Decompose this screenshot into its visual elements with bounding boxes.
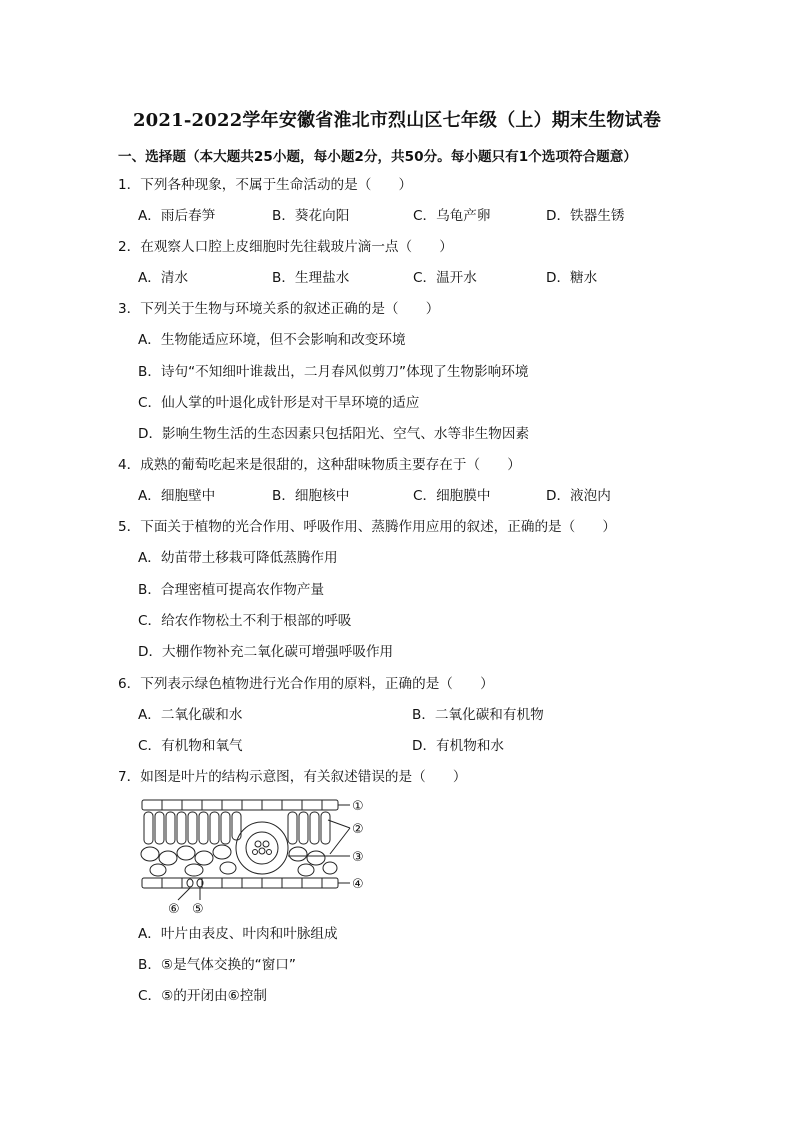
- q5-option-b: B．合理密植可提高农作物产量: [138, 582, 325, 598]
- q2-option-d: D．糖水: [546, 270, 598, 286]
- q7-option-c: C．⑤的开闭由⑥控制: [138, 988, 268, 1004]
- diagram-label-5: ⑤: [192, 902, 204, 917]
- q5-option-c: C．给农作物松土不利于根部的呼吸: [138, 613, 352, 629]
- q6-option-a: A．二氧化碳和水: [138, 707, 243, 723]
- page-title: 2021-2022学年安徽省淮北市烈山区七年级（上）期末生物试卷: [132, 110, 662, 131]
- diagram-label-3: ③: [352, 850, 364, 865]
- question-5-stem: 5．下面关于植物的光合作用、呼吸作用、蒸腾作用应用的叙述，正确的是（ ）: [118, 519, 617, 535]
- q1-option-d: D．铁器生锈: [546, 208, 625, 224]
- q6-option-d: D．有机物和水: [412, 738, 505, 754]
- q6-option-b: B．二氧化碳和有机物: [412, 707, 544, 723]
- q3-option-a: A．生物能适应环境，但不会影响和改变环境: [138, 332, 406, 348]
- question-4-stem: 4．成熟的葡萄吃起来是很甜的，这种甜味物质主要存在于（ ）: [118, 457, 521, 473]
- diagram-label-4: ④: [352, 877, 364, 892]
- q2-option-c: C．温开水: [413, 270, 477, 286]
- q4-option-a: A．细胞壁中: [138, 488, 216, 504]
- q5-option-a: A．幼苗带土移栽可降低蒸腾作用: [138, 550, 338, 566]
- section-heading: 一、选择题（本大题共25小题，每小题2分，共50分。每小题只有1个选项符合题意）: [118, 149, 637, 165]
- q5-option-d: D．大棚作物补充二氧化碳可增强呼吸作用: [138, 644, 394, 660]
- q3-option-c: C．仙人掌的叶退化成针形是对干旱环境的适应: [138, 395, 420, 411]
- q4-option-b: B．细胞核中: [272, 488, 350, 504]
- q7-option-a: A．叶片由表皮、叶肉和叶脉组成: [138, 926, 338, 942]
- q3-option-b: B．诗句“不知细叶谁裁出，二月春风似剪刀”体现了生物影响环境: [138, 364, 529, 380]
- question-2-stem: 2．在观察人口腔上皮细胞时先往载玻片滴一点（ ）: [118, 239, 453, 255]
- q4-option-d: D．液泡内: [546, 488, 611, 504]
- question-6-stem: 6．下列表示绿色植物进行光合作用的原料，正确的是（ ）: [118, 676, 494, 692]
- q3-option-d: D．影响生物生活的生态因素只包括阳光、空气、水等非生物因素: [138, 426, 530, 442]
- q7-option-b: B．⑤是气体交换的“窗口”: [138, 957, 296, 973]
- q6-option-c: C．有机物和氧气: [138, 738, 243, 754]
- diagram-label-1: ①: [352, 799, 364, 814]
- q2-option-b: B．生理盐水: [272, 270, 350, 286]
- leaf-structure-diagram: [138, 796, 374, 918]
- q1-option-c: C．乌龟产卵: [413, 208, 491, 224]
- question-1-stem: 1．下列各种现象，不属于生命活动的是（ ）: [118, 177, 413, 193]
- q2-option-a: A．清水: [138, 270, 189, 286]
- question-3-stem: 3．下列关于生物与环境关系的叙述正确的是（ ）: [118, 301, 440, 317]
- diagram-label-6: ⑥: [168, 902, 180, 917]
- q4-option-c: C．细胞膜中: [413, 488, 491, 504]
- q1-option-b: B．葵花向阳: [272, 208, 350, 224]
- question-7-stem: 7．如图是叶片的结构示意图，有关叙述错误的是（ ）: [118, 769, 467, 785]
- diagram-label-2: ②: [352, 822, 364, 837]
- q1-option-a: A．雨后春笋: [138, 208, 216, 224]
